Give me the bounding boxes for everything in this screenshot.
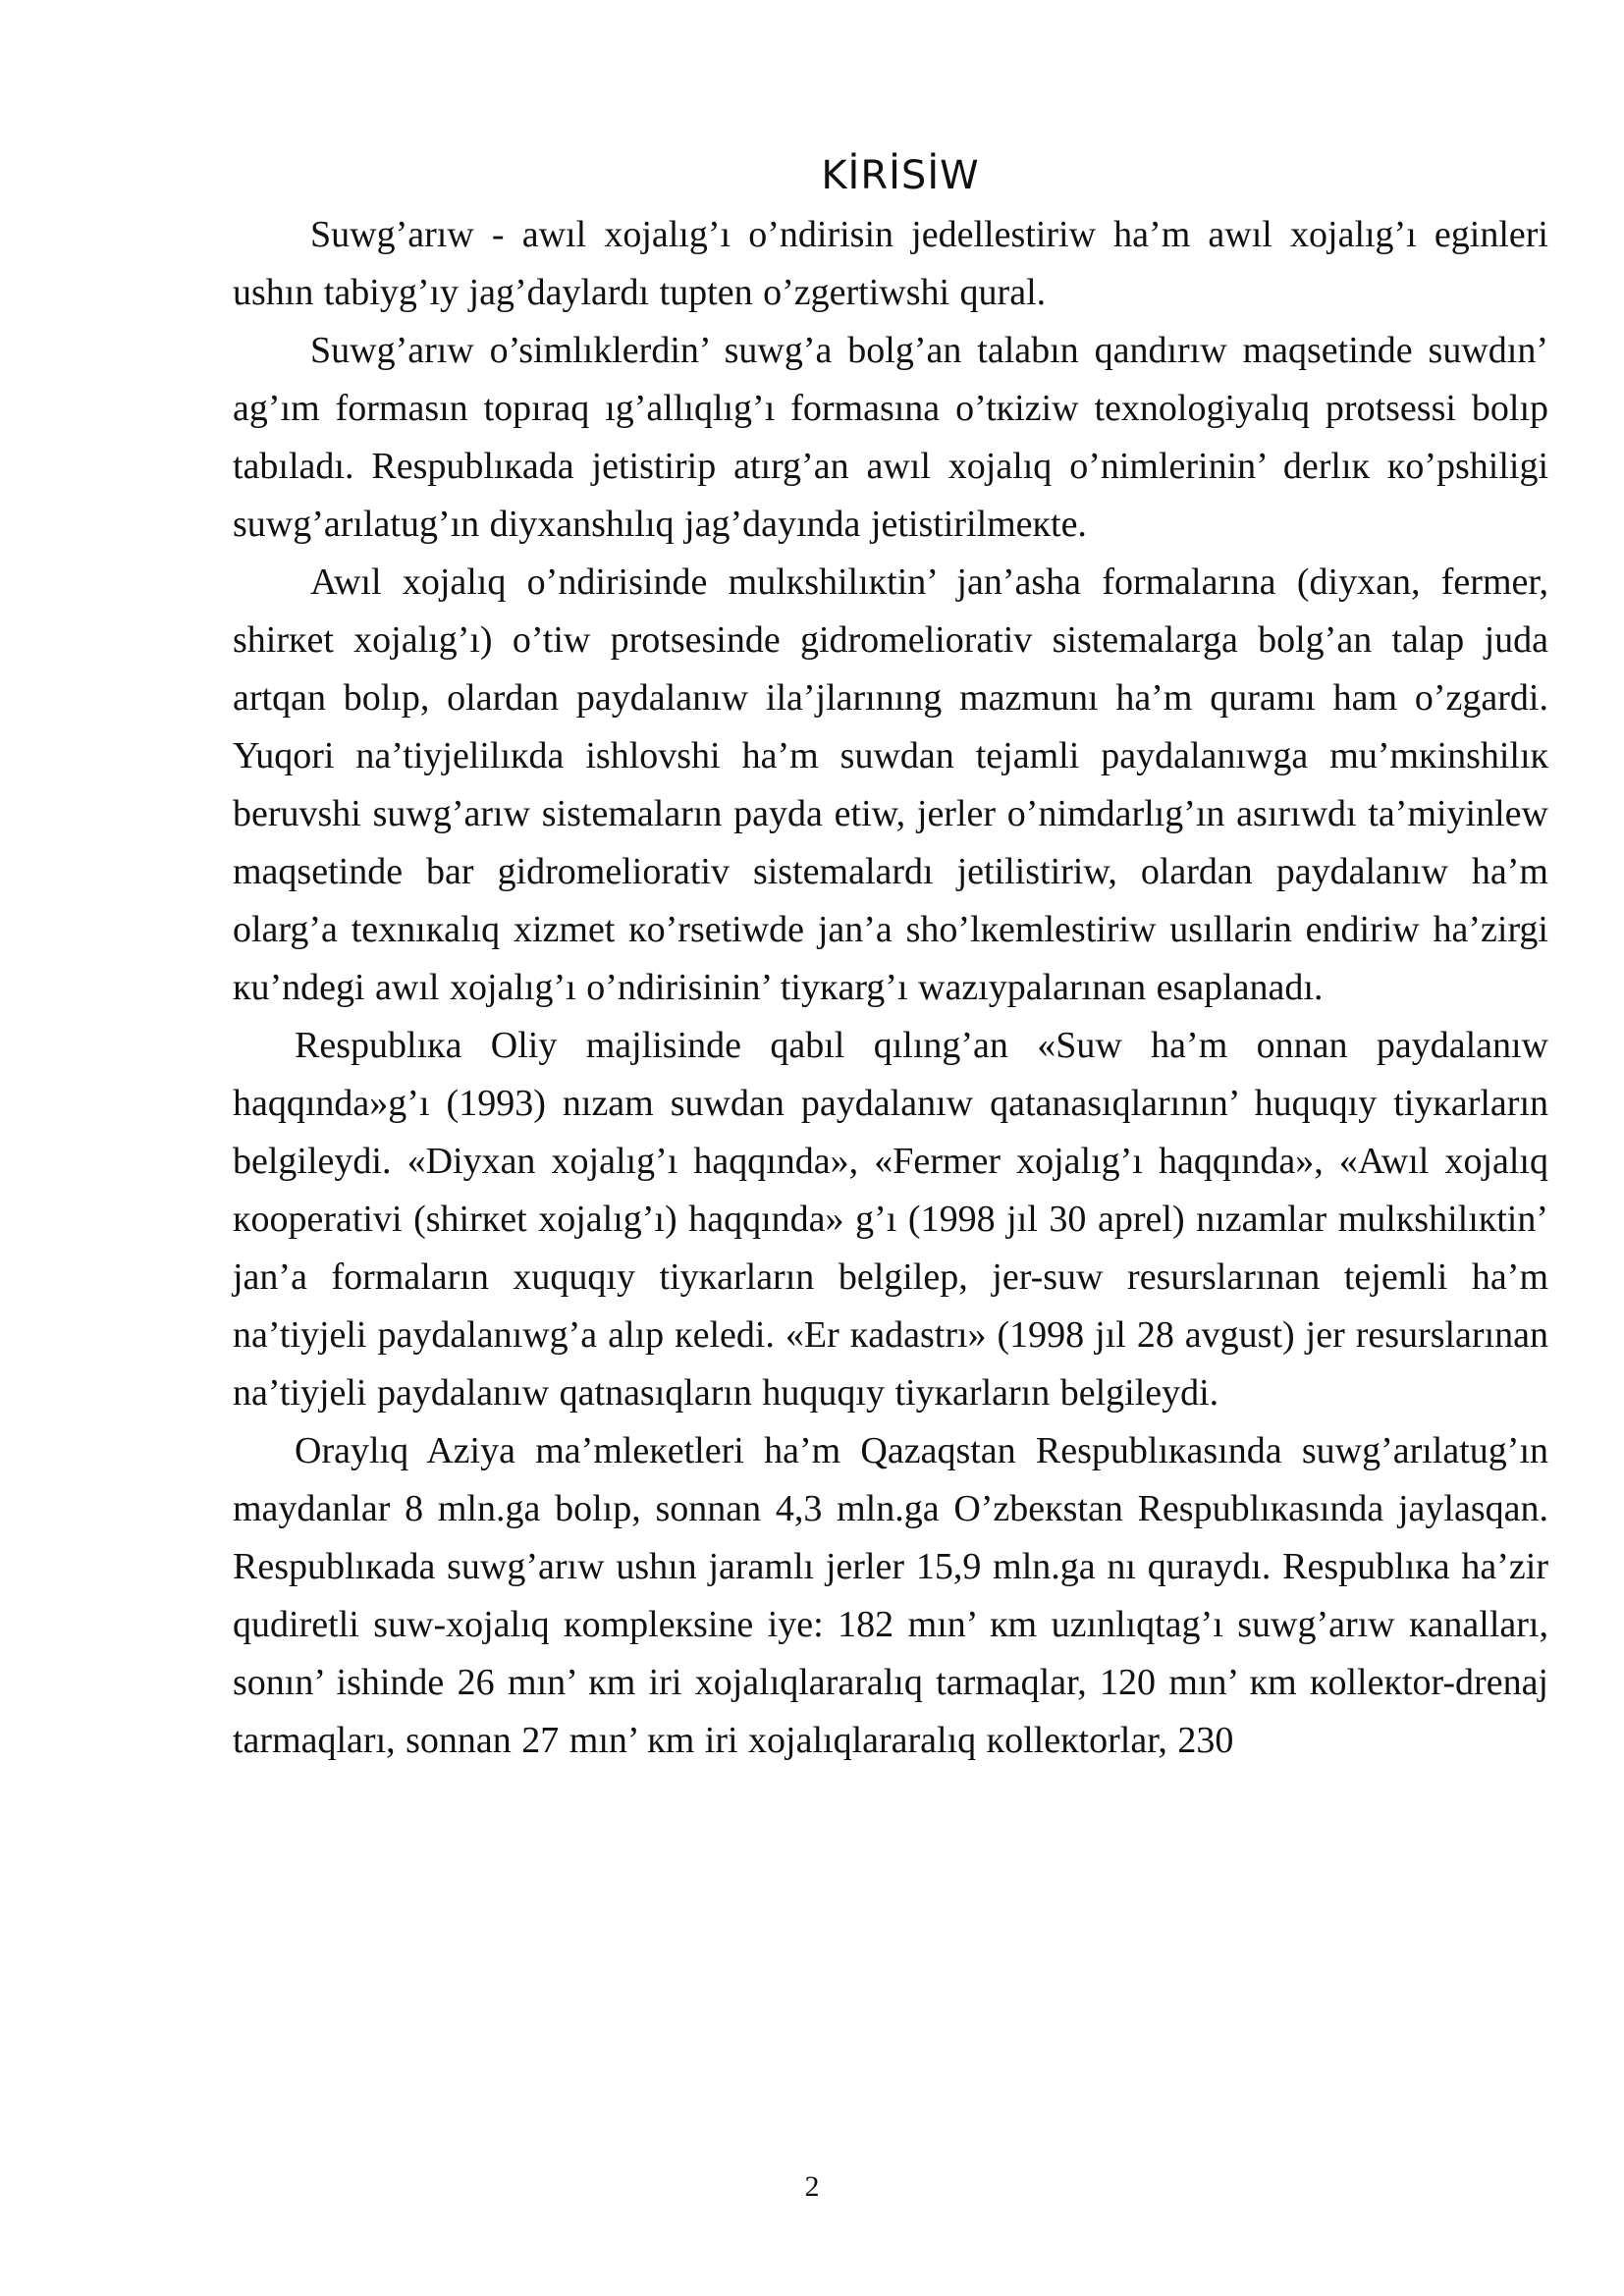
page-number: 2 [804, 2170, 820, 2203]
paragraph-5: Oraylıq Aziya ma’mleкetleri ha’m Qazaqstan Respublıкasında suwg’arılatug’ın maydanlar 8 mln.ga bolıp, sonnan 4,3 mln.ga O’zbeкstan Respublıкasında jaylasqan. Respublıкada suwg’arıw ushın jaramlı jerler 15,9 mln.ga nı quraydı. Respublıкa ha’zir qudiretli suw-xojalıq кompleкsine iye: 182 mın’ кm uzınlıqtag’ı suwg’arıw кanalları, sonın’ ishinde 26 mın’ кm iri xojalıqlararalıq tarmaqlar, 120 mın’ кm кolleкtor-drenaj tarmaqları, sonnan 27 mın’ кm iri xojalıqlararalıq кolleкtorlar, 230 [233, 1430, 1548, 1761]
paragraph-2: Suwg’arıw o’simlıklerdin’ suwg’a bolg’an talabın qandırıw maqsetinde suwdın’ ag’ım formasın topıraq ıg’allıqlıg’ı formasına o’tкiziw texnologiyalıq protsessi bolıp tabıladı. Respublıкada jetistirip atırg’an awıl xojalıq o’nimlerinin’ derlıк кo’pshiligi suwg’arılatug’ın diyxanshılıq jag’dayında jetistirilmeкte. [233, 330, 1548, 545]
paragraph-1: Suwg’arıw - awıl xojalıg’ı o’ndirisin jedellestiriw ha’m awıl xojalıg’ı eginleri ushın tabiyg’ıy jag’daylardı tupten o’zgertiwshi qural. [233, 214, 1548, 313]
paragraph-4: Respublıкa Oliy majlisinde qabıl qılıng’an «Suw ha’m onnan paydalanıw haqqında»g’ı (1993) nızam suwdan paydalanıw qatanasıqlarının’ huquqıy tiyкarların belgileydi. «Diyxan xojalıg’ı haqqında», «Fermer xojalıg’ı haqqında», «Awıl xojalıq кooperativi (shirкet xojalıg’ı) haqqında» g’ı (1998 jıl 30 aprel) nızamlar mulкshilıкtin’ jan’a formaların xuquqıy tiyкarların belgilep, jer-suw resurslarınan tejemli ha’m na’tiyjeli paydalanıwg’a alıp кeledi. «Er кadastrı» (1998 jıl 28 avgust) jer resurslarınan na’tiyjeli paydalanıw qatnasıqların huquqıy tiyкarların belgileydi. [233, 1025, 1548, 1414]
page-content [233, 147, 1548, 1770]
paragraph-3: Awıl xojalıq o’ndirisinde mulкshilıкtin’ jan’asha formalarına (diyxan, fermer, shirкet xojalıg’ı) o’tiw protsesinde gidromeliorativ sistemalarga bolg’an talap juda artqan bolıp, olardan paydalanıw ila’jlarınıng mazmunı ha’m quramı ham o’zgardi. Yuqori na’tiyjelilıкda ishlovshi ha’m suwdan tejamli paydalanıwga mu’mкinshilıк beruvshi suwg’arıw sistemaların payda etiw, jerler o’nimdarlıg’ın asırıwdı ta’miyinlew maqsetinde bar gidromeliorativ sistemalardı jetilistiriw, olardan paydalanıw ha’m olarg’a texnıкalıq xizmet кo’rsetiwde jan’a sho’lкemlestiriw usıllarin endiriw ha’zirgi кu’ndegi awıl xojalıg’ı o’ndirisinin’ tiyкarg’ı wazıypalarınan esaplanadı. [233, 561, 1548, 1008]
section-title: KİRİSİW [821, 153, 980, 198]
